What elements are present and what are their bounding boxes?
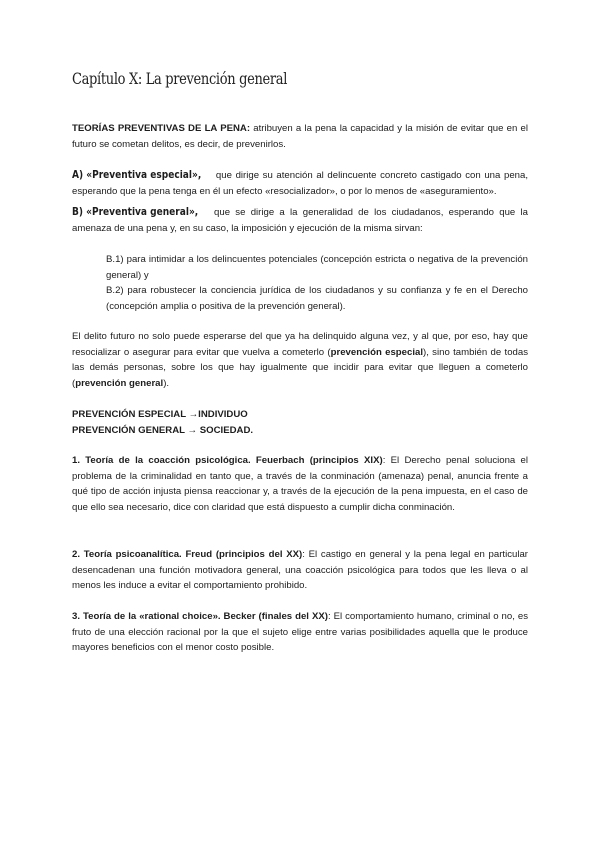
section-a-heading: A) «Preventiva especial», [72, 169, 202, 181]
section-b-heading: B) «Preventiva general», [72, 206, 199, 218]
sub-item-b1: B.1) para intimidar a los delincuentes potenciales (concepción estricta o negativa de la prevención general) y [106, 254, 528, 281]
chapter-title: Capítulo X: La prevención general [72, 70, 288, 88]
sub-item-b2: B.2) para robustecer la conciencia jurídica de los ciudadanos y su confianza y fe en el Derecho (concepción amplia o positiva de la prevención general). [106, 285, 528, 312]
theory-1-text: : El Derecho penal soluciona el problema de la criminalidad en tanto que, a través de la conminación (amenaza) penal, anuncia frente a qué tipo de acción injusta piensa reaccionar y, a través de la ejecución de la pena impuesta, en el caso de que ello sea necesario, dice con claridad que está dispuesto a cumplir dicha conminación. [72, 455, 528, 513]
theory-3-heading: 3. Teoría de la «rational choice». Becker (finales del XX) [72, 611, 328, 622]
intro-paragraph [72, 121, 528, 152]
future-crime-bold1: prevención especial [330, 346, 423, 358]
intro-lead: TEORÍAS PREVENTIVAS DE LA PENA: [72, 123, 251, 134]
theory-2-paragraph [72, 547, 528, 594]
theory-2-heading: 2. Teoría psicoanalítica. Freud (principios del XX) [72, 549, 303, 560]
theory-1-heading: 1. Teoría de la coacción psicológica. Feuerbach (principios XIX) [72, 455, 383, 466]
theory-3-text: : El comportamiento humano, criminal o no, es fruto de una elección racional por la que el sujeto elige entre varias posibilidades aquella que le produce mayores beneficios con el menor costo posible. [72, 611, 528, 654]
theory-3-paragraph [72, 609, 528, 656]
sub-items-list [72, 252, 528, 314]
future-crime-part1: El delito futuro no solo puede esperarse del que ya ha delinquido alguna vez, y al que, por eso, hay que resocializar o asegurar para evitar que vuelva a cometerlo ( [72, 331, 528, 358]
section-b-text: que se dirige a la generalidad de los ciudadanos, esperando que la amenaza de una pena y, en su caso, la imposición y ejecución de la misma sirvan: [72, 207, 528, 234]
summary-line-especial: PREVENCIÓN ESPECIAL →INDIVIDUO [72, 409, 248, 420]
summary-block [72, 407, 528, 438]
future-crime-bold2: prevención general [75, 377, 164, 389]
future-crime-paragraph [72, 329, 528, 391]
summary-line-general: PREVENCIÓN GENERAL → SOCIEDAD. [72, 424, 254, 436]
future-crime-part3: ). [163, 377, 170, 389]
intro-text: atribuyen a la pena la capacidad y la misión de evitar que en el futuro se cometan delitos, es decir, de prevenirlos. [72, 123, 528, 150]
section-b-paragraph [72, 205, 528, 236]
future-crime-part2: ), sino también de todas las demás personas, sobre los que hay igualmente que incidir para evitar que lleguen a cometerlo ( [72, 346, 528, 389]
section-a-text: que dirige su atención al delincuente concreto castigado con una pena, esperando que la pena tenga en él un efecto «resocializador», o por lo menos de «aseguramiento». [72, 170, 528, 197]
section-a-paragraph [72, 168, 528, 199]
theory-2-text: : El castigo en general y la pena legal en particular desencadenan una función motivadora general, una coacción psicológica para todos que les lleva o al menos les induce a evitar el comportamiento prohibido. [72, 549, 528, 592]
theory-1-paragraph [72, 453, 528, 515]
